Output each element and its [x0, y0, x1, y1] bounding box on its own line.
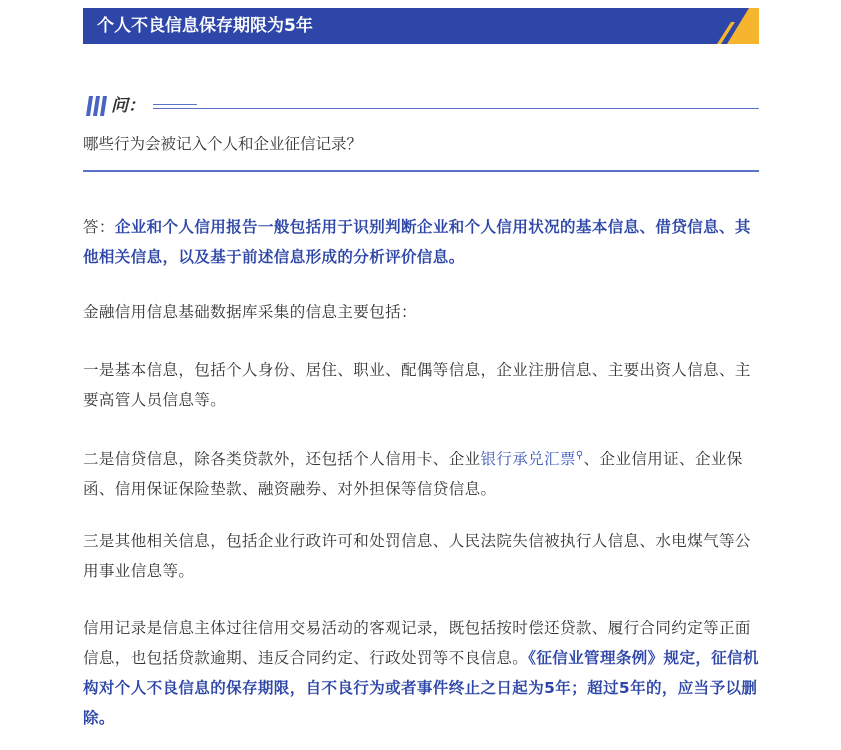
credit-info-text-end: 、企业信用证、企业保函、信用保证保险垫款、融资融券、对外担保等信贷信息。: [83, 450, 743, 499]
answer-prefix: 答：: [83, 218, 115, 236]
answer-paragraph: [83, 212, 759, 272]
intro-paragraph: 金融信用信息基础数据库采集的信息主要包括：: [83, 303, 417, 321]
question-text: 哪些行为会被记入个人和企业征信记录？: [83, 135, 363, 153]
question-header: [83, 93, 759, 119]
credit-info-text-start: 二是信贷信息，除各类贷款外，还包括个人信用卡、企业: [83, 450, 481, 469]
title-banner: [83, 8, 759, 44]
question-header-accent-line: [153, 104, 197, 105]
regulation-highlight: 《征信业管理条例》规定，征信机构对个人不良信息的保存期限，自不良行为或者事件终止之日起为5年；超过5年的，应当予以删除。: [83, 649, 759, 727]
question-header-line: [153, 108, 759, 109]
search-icon[interactable]: ⚲: [575, 450, 584, 461]
other-info-paragraph: 三是其他相关信息，包括企业行政许可和处罚信息、人民法院失信被执行人信息、水电煤气等公用事业信息等。: [83, 532, 751, 580]
banner-title: 个人不良信息保存期限为5年: [97, 16, 313, 36]
banner-stripe-decoration: [699, 8, 759, 44]
credit-record-paragraph: [83, 613, 759, 733]
credit-info-paragraph: [83, 441, 759, 504]
credit-record-text: 信用记录是信息主体过往信用交易活动的客观记录，既包括按时偿还贷款、履行合同约定等正面信息，也包括贷款逾期、违反合同约定、行政处罚等不良信息。: [83, 619, 751, 667]
bank-acceptance-bill-link[interactable]: 银行承兑汇票: [480, 450, 576, 469]
bars-icon: [86, 96, 108, 116]
question-label: 问：: [111, 96, 145, 116]
section-divider: [83, 170, 759, 172]
basic-info-paragraph: 一是基本信息，包括个人身份、居住、职业、配偶等信息，企业注册信息、主要出资人信息、主要高管人员信息等。: [83, 361, 751, 409]
answer-highlight: 企业和个人信用报告一般包括用于识别判断企业和个人信用状况的基本信息、借贷信息、其他相关信息，以及基于前述信息形成的分析评价信息。: [83, 218, 751, 266]
